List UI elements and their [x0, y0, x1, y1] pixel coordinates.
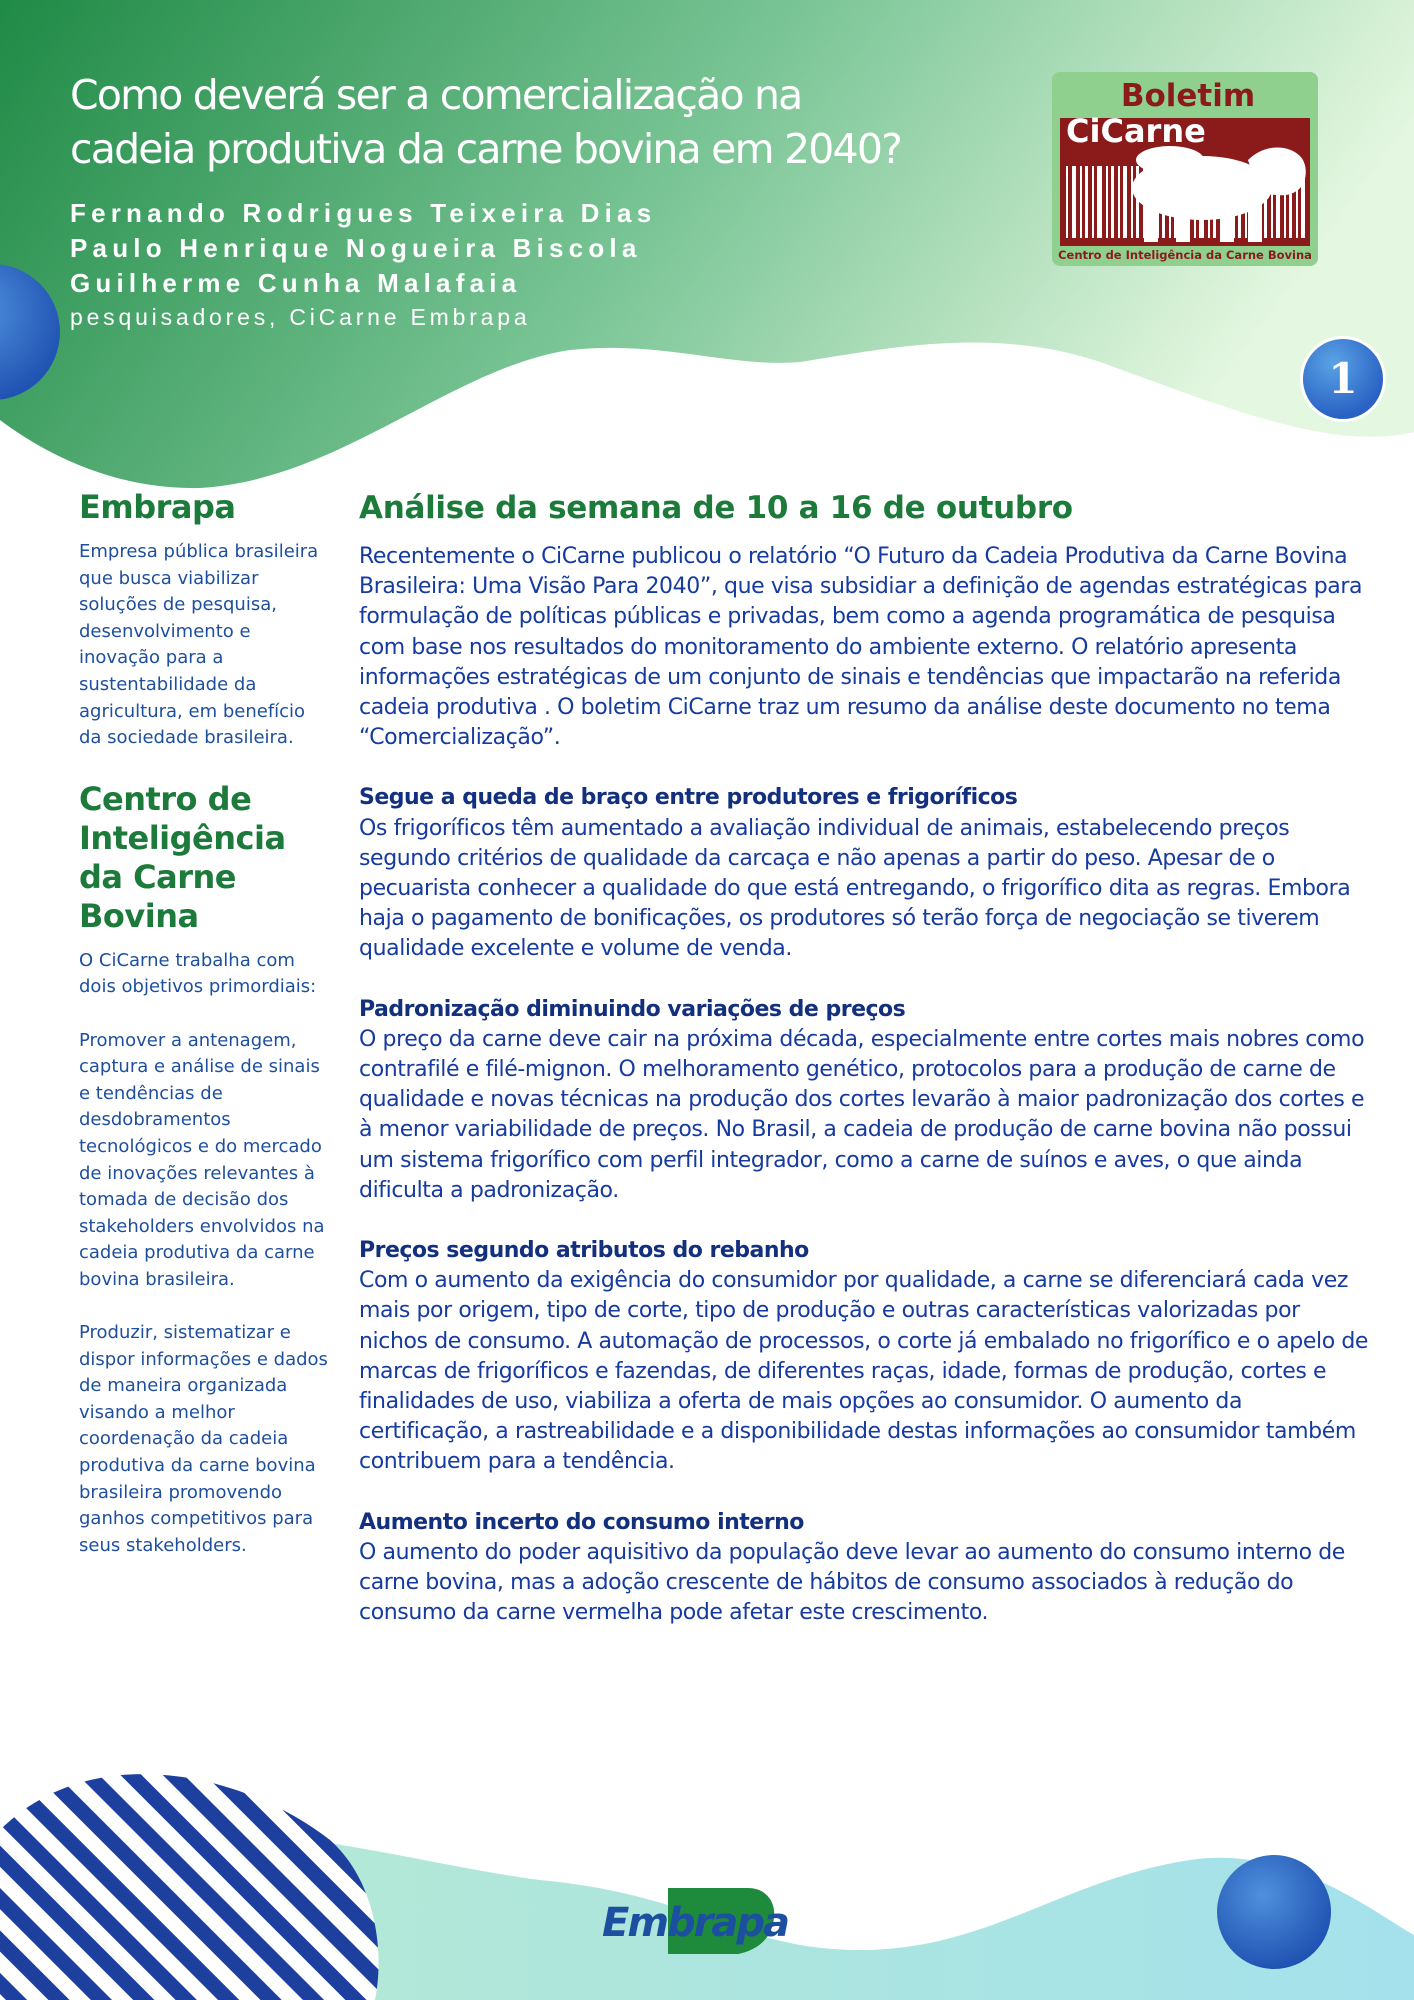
embrapa-description: Empresa pública brasileira que busca viabilizar soluções de pesquisa, desenvolvimento e inovação para a sustentabilidade da agricultura, em benefício da sociedade brasileira. [79, 541, 319, 749]
embrapa-heading: Embrapa [79, 488, 236, 526]
sidebar [79, 488, 329, 1559]
cicarne-intro: O CiCarne trabalha com dois objetivos primordiais: [79, 949, 317, 998]
author-role: pesquisadores, CiCarne Embrapa [70, 304, 531, 330]
author-block [70, 196, 770, 333]
section-body: Os frigoríficos têm aumentado a avaliação individual de animais, estabelecendo preços segundo critérios de qualidade da carcaça e não apenas a partir do peso. Apesar de o pecuarista conhecer a qualidade do que está entregando, o frigorífico dita as regras. Embora haja o pagamento de bonificações, os produtores só terão força de negociação se tiverem qualidade excelente e volume de venda. [359, 815, 1351, 962]
main-article [359, 488, 1371, 1629]
logo-caption: Centro de Inteligência da Carne Bovina [1058, 248, 1312, 262]
section-body: O aumento do poder aquisitivo da população deve levar ao aumento do consumo interno de carne bovina, mas a adoção crescente de hábitos de consumo associados à redução do consumo da carne vermelha pode afetar este crescimento. [359, 1539, 1345, 1626]
logo-title-boletim: Boletim [1120, 78, 1256, 114]
striped-blob [0, 1720, 400, 2000]
section-title: Segue a queda de braço entre produtores e frigoríficos [359, 785, 1018, 811]
section-body: O preço da carne deve cair na próxima década, especialmente entre cortes mais nobres como contrafilé e filé-mignon. O melhoramento genético, protocolos para a produção de carne de qualidade e novas técnicas na produção dos cortes levarão à maior padronização dos cortes e à menor variabilidade de preços. No Brasil, a cadeia de produção de carne bovina não possui um sistema frigorífico com perfil integrador, como a carne de suínos e aves, o que ainda dificulta a padronização. [359, 1026, 1365, 1203]
article-section [359, 995, 1371, 1206]
page-number-badge: 1 [1303, 339, 1383, 419]
report-title [70, 68, 1050, 176]
logo-title-cicarne: CiCarne [1066, 112, 1206, 150]
article-heading: Análise da semana de 10 a 16 de outubro [359, 490, 1073, 526]
footer-blue-circle [1217, 1855, 1331, 1969]
title-line-2: cadeia produtiva da carne bovina em 2040? [70, 125, 902, 173]
cicarne-objective-2: Produzir, sistematizar e dispor informações e dados de maneira organizada visando a melhor coordenação da cadeia produtiva da carne bovina brasileira promovendo ganhos competitivos para seus stakeholders. [79, 1322, 328, 1556]
title-line-1: Como deverá ser a comercialização na [70, 71, 802, 119]
author-name: Fernando Rodrigues Teixeira Dias [70, 198, 657, 228]
boletim-cicarne-logo [1052, 72, 1318, 266]
author-name: Guilherme Cunha Malafaia [70, 268, 522, 298]
embrapa-logo-text: Embrapa [602, 1900, 788, 1946]
section-title: Padronização diminuindo variações de preços [359, 996, 906, 1022]
author-name: Paulo Henrique Nogueira Biscola [70, 233, 642, 263]
section-title: Preços segundo atributos do rebanho [359, 1238, 809, 1264]
article-section [359, 1508, 1371, 1629]
article-intro: Recentemente o CiCarne publicou o relatório “O Futuro da Cadeia Produtiva da Carne Bovina Brasileira: Uma Visão Para 2040”, que visa subsidiar a definição de agendas estratégicas para formulação de políticas públicas e privadas, bem como a agenda programática de pesquisa com base nos resultados do monitoramento do ambiente externo. O relatório apresenta informações estratégicas de um conjunto de sinais e tendências que impactarão na referida cadeia produtiva . O boletim CiCarne traz um resumo da análise deste documento no tema “Comercialização”. [359, 544, 1363, 751]
section-title: Aumento incerto do consumo interno [359, 1509, 804, 1535]
embrapa-logo [598, 1880, 788, 1964]
article-section [359, 1236, 1371, 1478]
cicarne-objective-1: Promover a antenagem, captura e análise de sinais e tendências de desdobramentos tecnológicos e do mercado de inovações relevantes à tomada de decisão dos stakeholders envolvidos na cadeia produtiva da carne bovina brasileira. [79, 1029, 325, 1290]
cicarne-heading: Centro de Inteligência da Carne Bovina [79, 779, 286, 935]
section-body: Com o aumento da exigência do consumidor por qualidade, a carne se diferenciará cada vez mais por origem, tipo de corte, tipo de produção e outras características valorizadas por nichos de consumo. A automação de processos, o corte já embalado no frigorífico e o apelo de marcas de frigoríficos e fazendas, de diferentes raças, idade, formas de produção, cortes e finalidades de uso, viabiliza a oferta de mais opções ao consumidor. O aumento da certificação, a rastreabilidade e a disponibilidade destas informações ao consumidor também contribuem para a tendência. [359, 1268, 1369, 1475]
article-section [359, 783, 1371, 964]
